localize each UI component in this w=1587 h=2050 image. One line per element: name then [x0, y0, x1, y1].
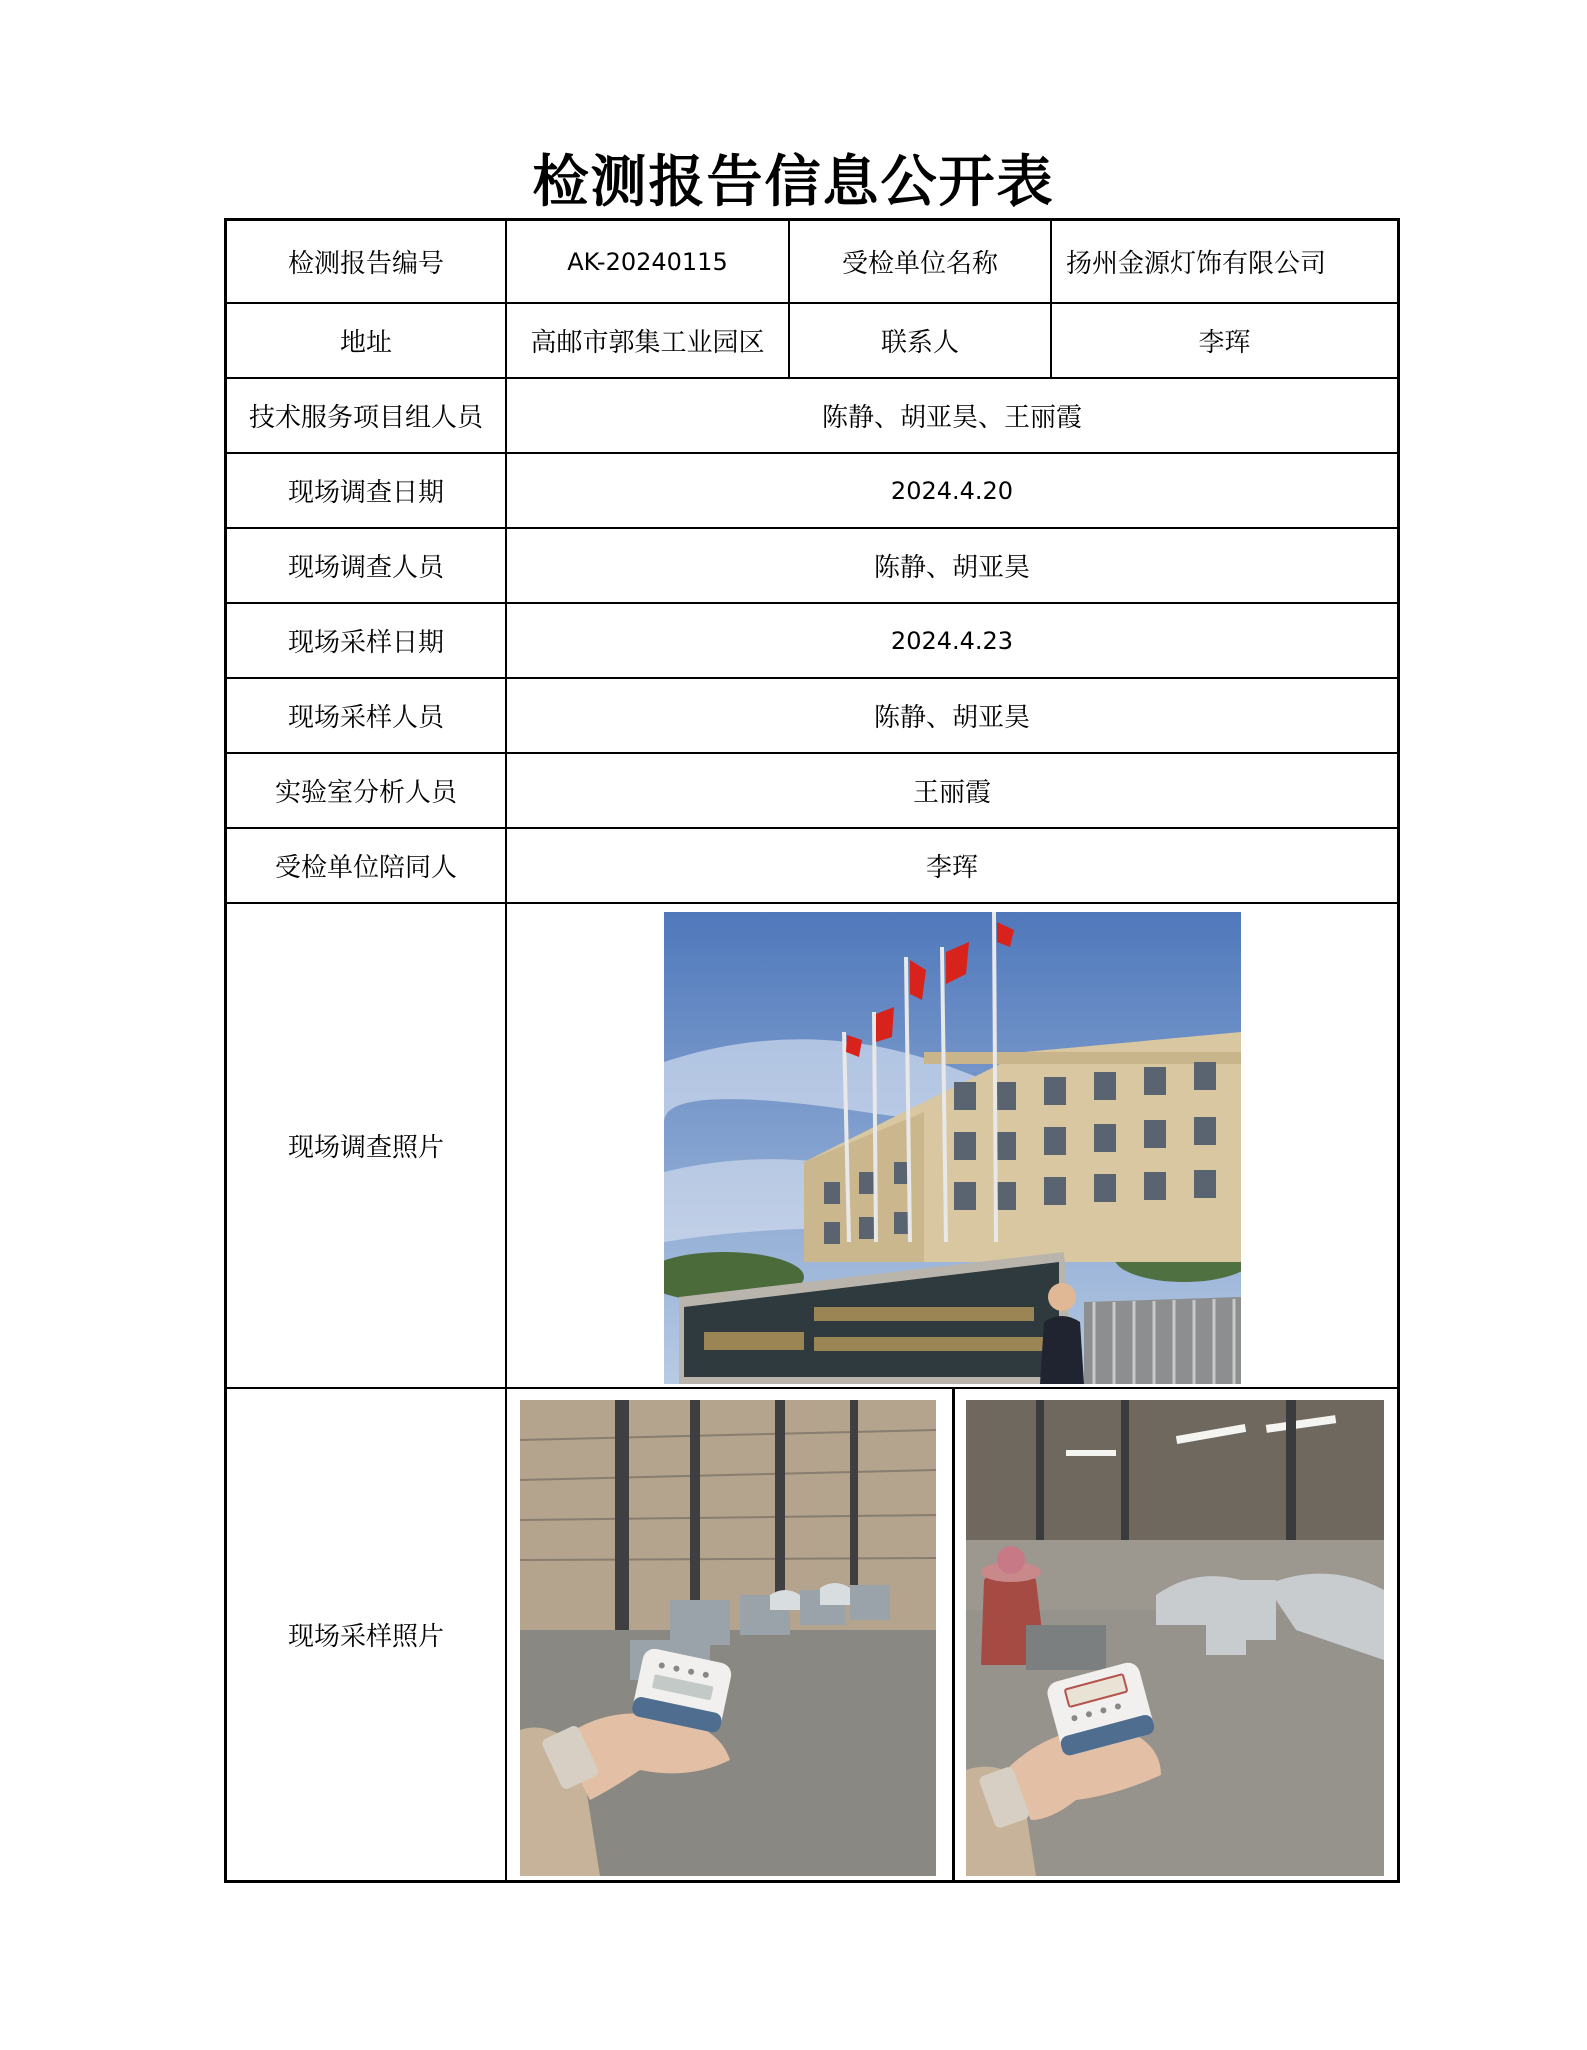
sampling-photo-label: 现场采样照片 — [287, 1622, 444, 1652]
report-no-label: 检测报告编号 — [287, 249, 444, 279]
survey-photo-label: 现场调查照片 — [287, 1133, 444, 1163]
page-title: 检测报告信息公开表 — [532, 149, 1055, 215]
sampling-date-label: 现场采样日期 — [287, 628, 444, 658]
sampling-date-value: 2024.4.23 — [890, 626, 1014, 655]
sampling-staff-label: 现场采样人员 — [287, 703, 444, 733]
sampling-photo-1 — [520, 1400, 936, 1876]
address-value: 高邮市郭集工业园区 — [530, 328, 765, 358]
survey-date-value: 2024.4.20 — [890, 476, 1014, 505]
contact-value: 李珲 — [1198, 328, 1251, 358]
survey-photo — [664, 912, 1241, 1384]
unit-name-label: 受检单位名称 — [841, 249, 998, 279]
sampling-photo-2 — [966, 1400, 1384, 1876]
sampling-staff-value: 陈静、胡亚昊 — [873, 703, 1030, 733]
survey-date-label: 现场调查日期 — [287, 478, 444, 508]
lab-analyst-label: 实验室分析人员 — [274, 778, 457, 808]
report-no-value: AK-20240115 — [567, 247, 728, 276]
survey-staff-value: 陈静、胡亚昊 — [873, 553, 1030, 583]
escort-value: 李珲 — [925, 853, 978, 883]
column-divider — [952, 1387, 955, 1883]
team-members-label: 技术服务项目组人员 — [248, 403, 483, 433]
team-members-value: 陈静、胡亚昊、王丽霞 — [821, 403, 1082, 433]
contact-label: 联系人 — [880, 328, 959, 358]
lab-analyst-value: 王丽霞 — [912, 778, 991, 808]
address-label: 地址 — [339, 328, 392, 358]
escort-label: 受检单位陪同人 — [274, 853, 457, 883]
unit-name-value: 扬州金源灯饰有限公司 — [1066, 249, 1327, 279]
survey-staff-label: 现场调查人员 — [287, 553, 444, 583]
